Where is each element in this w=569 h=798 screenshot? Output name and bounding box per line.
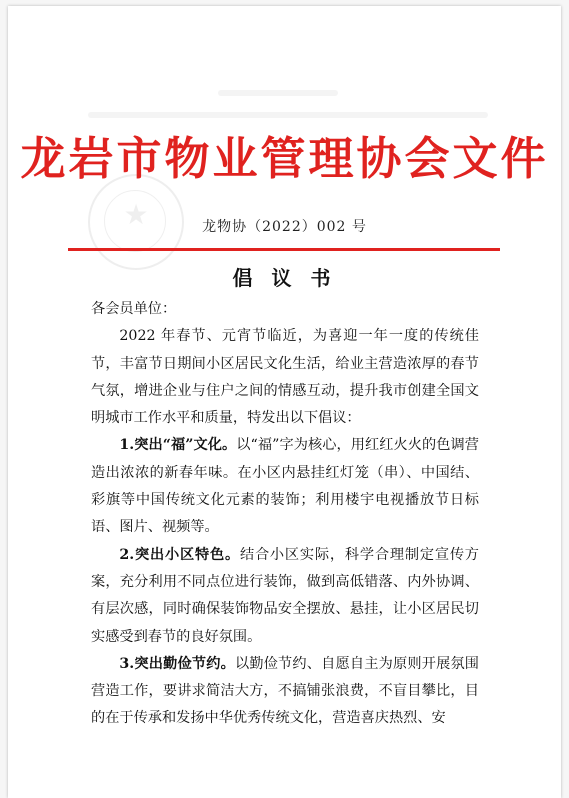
faint-seal-watermark: ★: [88, 174, 184, 270]
intro-paragraph: 2022 年春节、元宵节临近，为喜迎一年一度的传统佳节，丰富节日期间小区居民文化生活，给业主营造浓厚的春节气氛，增进企业与住户之间的情感互动，提升我市创建全国文明城市工作水平和质量，特发出以下倡议：: [91, 328, 479, 427]
document-number: 龙物协（2022）002 号: [202, 219, 367, 235]
bleed-through-line: [218, 90, 338, 96]
item-paragraph: [91, 651, 479, 733]
document-body: [91, 296, 479, 733]
salutation: 各会员单位：: [91, 301, 177, 317]
item-heading: 3.突出勤俭节约。: [119, 655, 235, 672]
subject-heading: 倡 议 书: [232, 266, 337, 290]
item-paragraph: [91, 432, 479, 541]
red-divider: [68, 248, 500, 251]
item-text: 以勤俭节约、自愿自主为原则开展氛围营造工作，要讲求简洁大方，不搞铺张浪费，不盲目攀比，目的在于传承和发扬中华优秀传统文化，营造喜庆热烈、安: [91, 655, 479, 727]
item-text: 以“福”字为核心，用红红火火的色调营造出浓浓的新春年味。在小区内悬挂红灯笼（串）、中国结、彩旗等中国传统文化元素的装饰；利用楼宇电视播放节日标语、图片、视频等。: [91, 437, 479, 536]
item-paragraph: [91, 542, 479, 651]
document-title: 龙岩市物业管理协会文件: [20, 132, 549, 185]
bleed-through-line: [88, 112, 488, 118]
document-page: [8, 6, 561, 798]
item-heading: 1.突出“福”文化。: [119, 437, 237, 454]
item-heading: 2.突出小区特色。: [119, 546, 240, 563]
item-text: 结合小区实际，科学合理制定宣传方案，充分利用不同点位进行装饰，做到高低错落、内外协调、有层次感，同时确保装饰物品安全摆放、悬挂，让小区居民切实感受到春节的良好氛围。: [91, 546, 479, 645]
